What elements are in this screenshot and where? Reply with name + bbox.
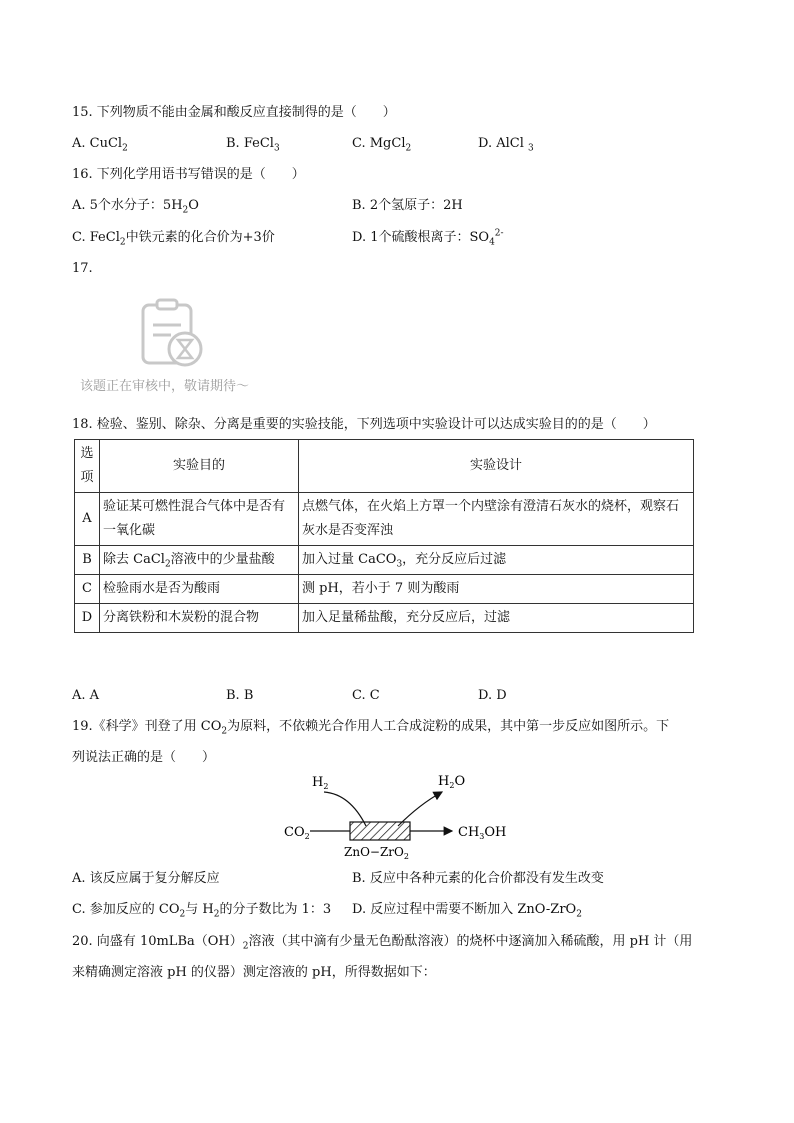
- q15-stem: 15. 下列物质不能由金属和酸反应直接制得的是（ ）: [72, 105, 396, 120]
- header-option: 选项: [75, 440, 100, 493]
- q19-option-c: C. 参加反应的 $CO_2$与 $H_2$的分子数比为 1：3: [72, 902, 332, 920]
- h2-label: $H_2$: [312, 775, 329, 791]
- row-purpose: 验证某可燃性混合气体中是否有一氧化碳: [100, 493, 299, 546]
- q18-option-d: D. D: [478, 688, 507, 703]
- q18-option-a: A. A: [72, 688, 100, 703]
- row-purpose: 检验雨水是否为酸雨: [100, 575, 299, 604]
- q20-stem-line2: 来精确测定溶液 pH 的仪器）测定溶液的 pH，所得数据如下：: [72, 965, 436, 980]
- review-pending-note: 该题正在审核中，敬请期待～: [80, 379, 250, 394]
- table-row: [75, 493, 694, 546]
- clipboard-hourglass-icon: [138, 297, 208, 369]
- table-row: [75, 604, 694, 633]
- catalyst-label: ZnO−ZrO$_2$: [344, 845, 409, 861]
- q18-option-c: C. C: [352, 688, 380, 703]
- q16-option-c: C. FeCl$_2$中铁元素的化合价为+3价: [72, 230, 275, 248]
- co2-label: $CO_2$: [284, 825, 310, 841]
- row-design: 加入过量 CaCO$_3$，充分反应后过滤: [299, 546, 694, 575]
- row-option: A: [75, 493, 100, 546]
- q16-stem: 16. 下列化学用语书写错误的是（ ）: [72, 167, 305, 182]
- row-design: 加入足量稀盐酸，充分反应后，过滤: [299, 604, 694, 633]
- catalyst-box: [350, 822, 410, 840]
- q16-option-b: B. 2个氢原子：2H: [352, 198, 463, 213]
- q17-stem: 17.: [72, 261, 93, 276]
- experiment-table: [74, 439, 694, 633]
- q15-option-a: A. CuCl$_2$: [72, 136, 128, 154]
- q18-option-b: B. B: [226, 688, 254, 703]
- q16-option-a: A. 5个水分子：$5H_2O$: [72, 198, 199, 216]
- ch3oh-label: $CH_3OH$: [458, 825, 507, 841]
- q20-stem-line1: 20. 向盛有 $10mLBa(OH)_2$溶液（其中滴有少量无色酚酞溶液）的烧杯中逐滴加入稀硫酸，用 pH 计（用: [72, 934, 693, 952]
- q16-option-d: D. 1个硫酸根离子：$SO_4^{2-}$: [352, 228, 504, 248]
- q19-option-d: D. 反应过程中需要不断加入 ZnO-ZrO$_2$: [352, 902, 582, 920]
- table-row: [75, 575, 694, 604]
- q15-option-c: C. MgCl$_2$: [352, 136, 412, 154]
- q19-stem-line1: 19.《科学》刊登了用 $CO_2$为原料，不依赖光合作用人工合成淀粉的成果，其中第一步反应如图所示。下: [72, 719, 670, 737]
- q19-option-b: B. 反应中各种元素的化合价都没有发生改变: [352, 871, 604, 886]
- h2o-output-curve: [398, 792, 442, 826]
- row-option: C: [75, 575, 100, 604]
- row-option: D: [75, 604, 100, 633]
- row-purpose: 除去 CaCl$_2$溶液中的少量盐酸: [100, 546, 299, 575]
- q19-option-a: A. 该反应属于复分解反应: [72, 871, 220, 886]
- h2-input-curve: [324, 792, 366, 826]
- q19-stem-line2: 列说法正确的是（ ）: [72, 750, 216, 765]
- table-row: [75, 546, 694, 575]
- row-purpose: 分离铁粉和木炭粉的混合物: [100, 604, 299, 633]
- h2o-label: $H_2O$: [438, 774, 466, 790]
- reaction-diagram: [280, 768, 520, 864]
- header-purpose: 实验目的: [100, 440, 299, 493]
- row-design: 测 pH，若小于 7 则为酸雨: [299, 575, 694, 604]
- row-design: 点燃气体，在火焰上方罩一个内壁涂有澄清石灰水的烧杯，观察石灰水是否变浑浊: [299, 493, 694, 546]
- table-header-row: [75, 440, 694, 493]
- q18-stem: 18. 检验、鉴别、除杂、分离是重要的实验技能，下列选项中实验设计可以达成实验目的的是（ ）: [72, 417, 656, 432]
- row-option: B: [75, 546, 100, 575]
- q15-option-d: D. AlCl $_3$: [478, 136, 534, 154]
- q15-option-b: B. FeCl$_3$: [226, 136, 280, 154]
- header-design: 实验设计: [299, 440, 694, 493]
